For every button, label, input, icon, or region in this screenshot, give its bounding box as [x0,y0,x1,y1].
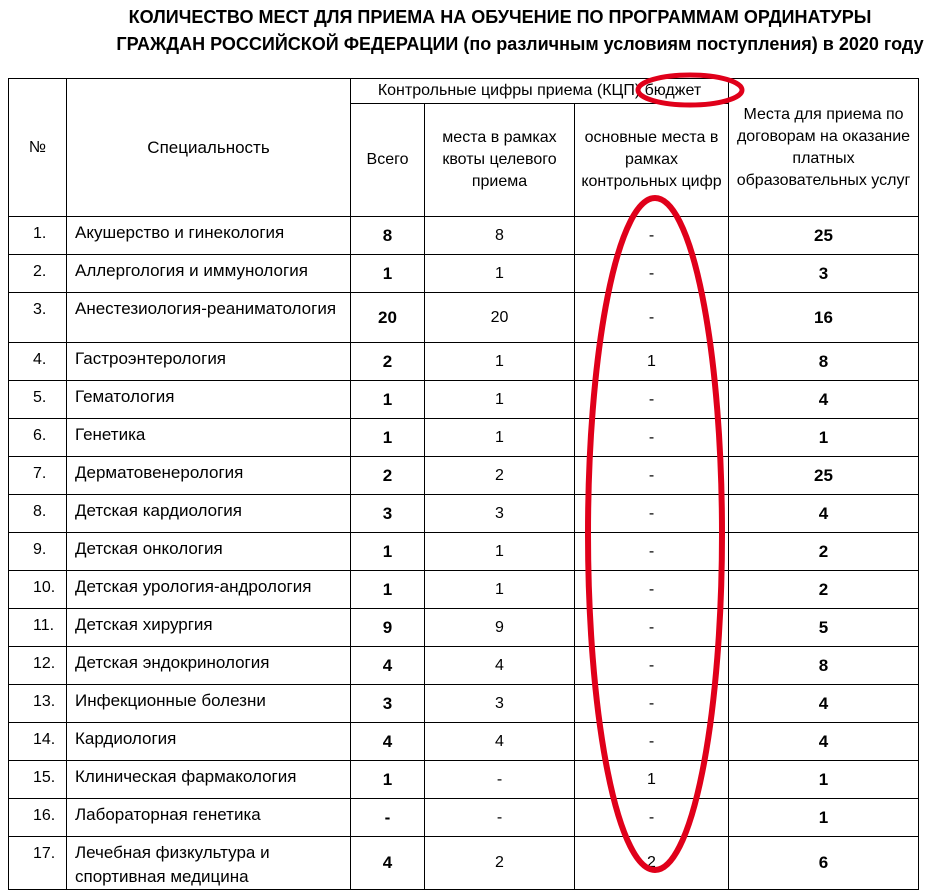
row-paid: 3 [729,255,919,293]
row-number: 3. [9,293,67,343]
row-specialty: Детская хирургия [67,609,351,647]
row-target: 3 [425,495,575,533]
row-specialty: Детская эндокринология [67,647,351,685]
row-number: 17. [9,837,67,890]
row-number: 6. [9,419,67,457]
row-paid: 1 [729,799,919,837]
row-target: 4 [425,723,575,761]
row-paid: 16 [729,293,919,343]
row-specialty: Лечебная физкультура и спортивная медицина [67,837,351,890]
row-specialty: Инфекционные болезни [67,685,351,723]
row-number: 1. [9,217,67,255]
row-number: 2. [9,255,67,293]
row-paid: 4 [729,723,919,761]
row-target: 4 [425,647,575,685]
row-total: 4 [351,837,425,890]
row-paid: 6 [729,837,919,890]
table-row [9,457,919,495]
row-number: 10. [9,571,67,609]
table-row [9,647,919,685]
row-paid: 4 [729,495,919,533]
row-total: 1 [351,571,425,609]
row-target: 1 [425,381,575,419]
row-paid: 25 [729,217,919,255]
table-row [9,217,919,255]
row-main: 2 [575,837,729,890]
row-target: - [425,799,575,837]
table-body [9,217,919,890]
row-specialty: Генетика [67,419,351,457]
row-paid: 5 [729,609,919,647]
row-paid: 1 [729,761,919,799]
table-row [9,293,919,343]
row-main: - [575,723,729,761]
row-target: 3 [425,685,575,723]
header-target-quota: места в рамках квоты целевого приема [425,104,575,217]
row-main: - [575,609,729,647]
row-total: 2 [351,457,425,495]
row-paid: 1 [729,419,919,457]
row-total: 2 [351,343,425,381]
row-main: - [575,293,729,343]
row-target: 1 [425,533,575,571]
row-total: 9 [351,609,425,647]
row-main: - [575,799,729,837]
row-main: - [575,381,729,419]
row-number: 13. [9,685,67,723]
row-number: 4. [9,343,67,381]
table-row [9,723,919,761]
row-total: 4 [351,647,425,685]
table-row [9,381,919,419]
row-main: - [575,217,729,255]
row-total: 4 [351,723,425,761]
row-total: 8 [351,217,425,255]
table-row [9,761,919,799]
row-paid: 4 [729,381,919,419]
row-total: 1 [351,419,425,457]
row-number: 11. [9,609,67,647]
row-number: 8. [9,495,67,533]
table-row [9,837,919,890]
title-line-1: КОЛИЧЕСТВО МЕСТ ДЛЯ ПРИЕМА НА ОБУЧЕНИЕ ПО ПРОГРАММАМ ОРДИНАТУРЫ [128,7,872,27]
header-total: Всего [351,104,425,217]
row-main: - [575,419,729,457]
header-main-places: основные места в рамках контрольных цифр [575,104,729,217]
row-specialty: Детская онкология [67,533,351,571]
title-line-2: ГРАЖДАН РОССИЙСКОЙ ФЕДЕРАЦИИ (по различным условиям поступления) в 2020 году [116,34,924,54]
row-number: 9. [9,533,67,571]
row-main: - [575,457,729,495]
row-target: 1 [425,255,575,293]
table-row [9,799,919,837]
row-number: 14. [9,723,67,761]
row-target: 9 [425,609,575,647]
row-specialty: Лабораторная генетика [67,799,351,837]
row-specialty: Гематология [67,381,351,419]
row-target: - [425,761,575,799]
row-specialty: Анестезиология-реаниматология [67,293,351,343]
row-number: 7. [9,457,67,495]
row-specialty: Клиническая фармакология [67,761,351,799]
row-specialty: Аллергология и иммунология [67,255,351,293]
row-specialty: Дерматовенерология [67,457,351,495]
row-total: 3 [351,685,425,723]
page-title [0,4,928,58]
table-row [9,685,919,723]
row-target: 2 [425,837,575,890]
row-specialty: Детская кардиология [67,495,351,533]
row-paid: 8 [729,343,919,381]
row-target: 8 [425,217,575,255]
row-main: 1 [575,761,729,799]
row-main: - [575,647,729,685]
row-target: 1 [425,343,575,381]
row-specialty: Кардиология [67,723,351,761]
table-row [9,533,919,571]
row-main: - [575,255,729,293]
row-total: 1 [351,761,425,799]
row-paid: 2 [729,533,919,571]
header-specialty: Специальность [67,79,351,217]
header-kcp-budget: Контрольные цифры приема (КЦП) бюджет [351,79,729,104]
row-number: 16. [9,799,67,837]
row-main: 1 [575,343,729,381]
row-specialty: Детская урология-андрология [67,571,351,609]
admission-table [8,78,919,890]
row-total: 3 [351,495,425,533]
row-main: - [575,685,729,723]
table-row [9,343,919,381]
row-paid: 8 [729,647,919,685]
row-target: 1 [425,571,575,609]
row-paid: 25 [729,457,919,495]
table-row [9,419,919,457]
row-main: - [575,571,729,609]
row-target: 20 [425,293,575,343]
table-row [9,571,919,609]
row-paid: 4 [729,685,919,723]
row-number: 15. [9,761,67,799]
header-paid: Места для приема по договорам на оказание платных образовательных услуг [729,79,919,217]
row-number: 5. [9,381,67,419]
row-total: - [351,799,425,837]
row-total: 20 [351,293,425,343]
row-specialty: Акушерство и гинекология [67,217,351,255]
row-specialty: Гастроэнтерология [67,343,351,381]
row-main: - [575,533,729,571]
table-row [9,609,919,647]
row-target: 1 [425,419,575,457]
row-main: - [575,495,729,533]
row-number: 12. [9,647,67,685]
header-number: № [9,79,67,217]
row-total: 1 [351,381,425,419]
table-row [9,255,919,293]
row-paid: 2 [729,571,919,609]
row-target: 2 [425,457,575,495]
row-total: 1 [351,533,425,571]
row-total: 1 [351,255,425,293]
table-row [9,495,919,533]
